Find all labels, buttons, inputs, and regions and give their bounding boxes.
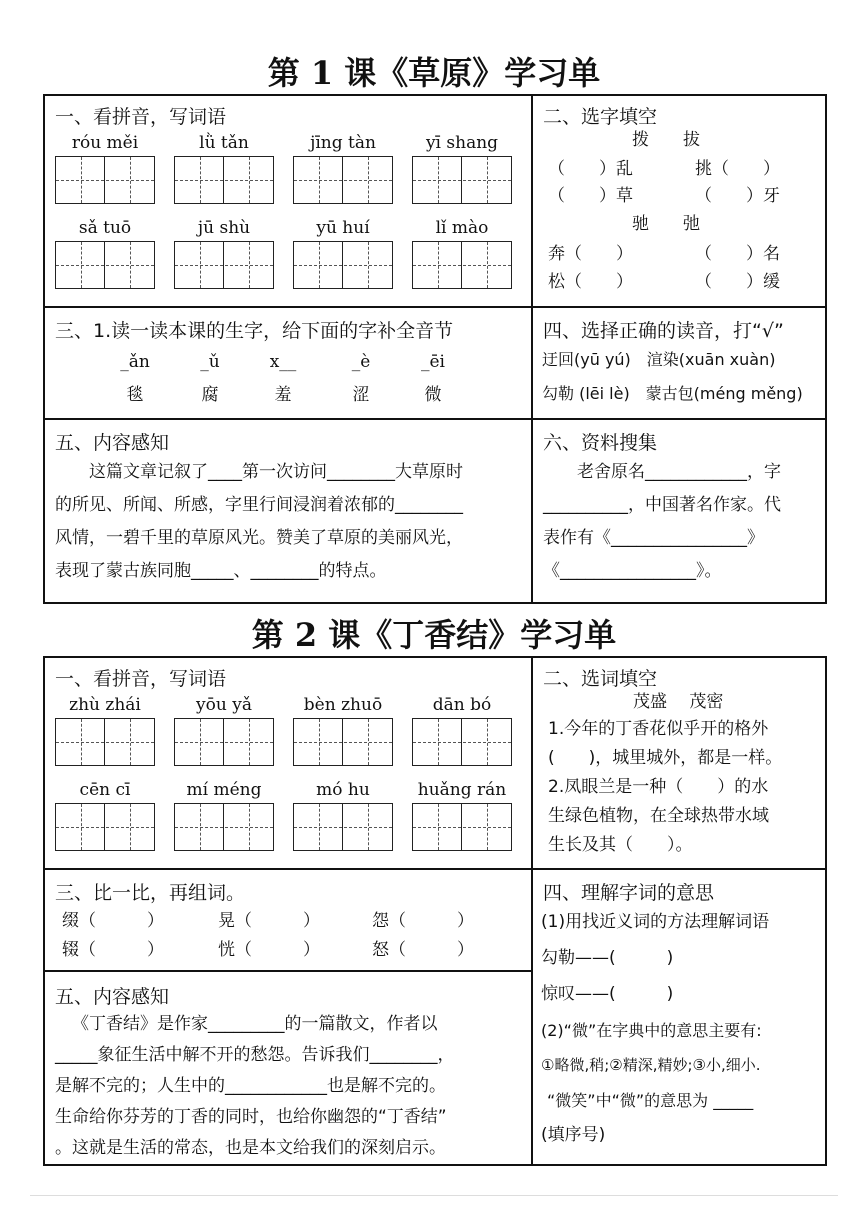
meaning-options: ①略微,稍;②精深,精妙;③小,细小. <box>541 1056 761 1074</box>
writing-grid[interactable] <box>293 241 393 289</box>
pinyin-label: mí méng <box>186 780 262 800</box>
lesson2-s2-heading: 二、选词填空 <box>543 668 658 690</box>
lesson1-row-divider-1 <box>43 306 827 308</box>
lesson1-s6-heading: 六、资料搜集 <box>543 432 658 454</box>
pinyin-label: bèn zhuō <box>303 695 383 715</box>
text-line: 表作有《________________》 <box>543 528 764 548</box>
lesson1-s2-heading: 二、选字填空 <box>543 106 658 128</box>
pinyin-label: róu měi <box>71 133 139 153</box>
fill-blank[interactable]: （ ）牙 <box>695 186 780 206</box>
lesson2-row-divider-2 <box>43 970 531 972</box>
answer-blank[interactable]: 惊叹——( ) <box>541 984 674 1004</box>
pinyin-label: lǐ mào <box>435 218 489 238</box>
lesson1-title: 第 1 课《草原》学习单 <box>267 54 601 92</box>
syllable-blank[interactable]: x__ <box>269 352 297 372</box>
syllable-blank[interactable]: _ǔ <box>200 352 220 372</box>
pinyin-label: zhù zhái <box>69 695 141 715</box>
lesson2-s2-paragraph <box>548 715 823 860</box>
writing-grid[interactable] <box>55 803 155 851</box>
text-line: 生绿色植物，在全球热带水域 <box>548 806 769 826</box>
text-line: __________，中国著名作家。代 <box>543 495 781 515</box>
writing-grid[interactable] <box>293 156 393 204</box>
word-blank[interactable]: 辍（ ） <box>62 940 164 960</box>
lesson2-s1-heading: 一、看拼音，写词语 <box>55 668 227 690</box>
lesson1-column-divider <box>531 94 533 604</box>
page-bottom-rule <box>30 1195 838 1196</box>
pinyin-label: yōu yǎ <box>196 695 252 715</box>
fill-blank[interactable]: （ ）乱 <box>548 159 633 179</box>
pinyin-label: yī shang <box>425 133 499 153</box>
lesson2-s4-heading: 四、理解字词的意思 <box>543 882 715 904</box>
syllable-blank[interactable]: _ǎn <box>120 352 150 372</box>
writing-grid[interactable] <box>174 803 274 851</box>
pinyin-label: yū huí <box>316 218 370 238</box>
text-line: ( )，城里城外，都是一样。 <box>548 748 783 768</box>
word-blank[interactable]: 恍（ ） <box>218 940 320 960</box>
text-line: 生长及其（ ）。 <box>548 835 693 855</box>
word-blank[interactable]: 缀（ ） <box>62 911 164 931</box>
word-blank[interactable]: 晃（ ） <box>218 911 320 931</box>
syllable-blank[interactable]: _ēi <box>421 352 445 372</box>
char-pair: 驰 弛 <box>632 214 700 234</box>
fill-blank[interactable]: 挑（ ） <box>695 159 780 179</box>
character: 羞 <box>274 385 292 405</box>
writing-grid[interactable] <box>174 241 274 289</box>
writing-grid[interactable] <box>412 803 512 851</box>
fill-blank[interactable]: （ ）草 <box>548 186 633 206</box>
text-line: 表现了蒙古族同胞_____、________的特点。 <box>55 561 387 581</box>
text-line: 这篇文章记叙了____第一次访问________大草原时 <box>89 462 463 482</box>
pinyin-label: cēn cī <box>79 780 131 800</box>
text-line: 风情，一碧千里的草原风光。赞美了草原的美丽风光， <box>55 528 463 548</box>
word-choices: 茂盛 茂密 <box>633 692 724 712</box>
lesson2-s5-paragraph <box>55 1009 527 1164</box>
text-line: 的所见、所闻、所感，字里行间浸润着浓郁的________ <box>55 495 463 515</box>
pinyin-label: sǎ tuō <box>78 218 132 238</box>
fill-blank[interactable]: 松（ ） <box>548 272 633 292</box>
text-line: _____象征生活中解不开的愁怨。告诉我们________， <box>55 1045 455 1065</box>
text-line: 1.今年的丁香花似乎开的格外 <box>548 719 769 739</box>
pinyin-label: jīng tàn <box>310 133 376 153</box>
text-line: 。这就是生活的常态，也是本文给我们的深刻启示。 <box>55 1138 446 1158</box>
pinyin-label: jū shù <box>197 218 251 238</box>
lesson2-s3-heading: 三、比一比，再组词。 <box>55 882 246 904</box>
fill-blank[interactable]: （ ）名 <box>695 244 780 264</box>
lesson1-s5-paragraph <box>55 456 525 588</box>
character: 涩 <box>352 385 370 405</box>
syllable-blank[interactable]: _è <box>351 352 371 372</box>
answer-blank[interactable]: 勾勒——( ) <box>541 948 674 968</box>
reading-choice[interactable]: 勾勒 (lēi lè) 蒙古包(méng měng) <box>542 384 803 403</box>
writing-grid[interactable] <box>293 803 393 851</box>
question-text: (2)“微”在字典中的意思主要有: <box>541 1021 762 1040</box>
text-line: 《丁香结》是作家_________的一篇散文，作者以 <box>72 1014 438 1034</box>
character: 微 <box>424 385 442 405</box>
lesson2-row-divider-1 <box>43 868 827 870</box>
lesson2-s5-heading: 五、内容感知 <box>55 986 170 1008</box>
lesson2-title: 第 2 课《丁香结》学习单 <box>251 616 617 654</box>
word-blank[interactable]: 怨（ ） <box>372 911 474 931</box>
question-text: (1)用找近义词的方法理解词语 <box>541 912 770 932</box>
writing-grid[interactable] <box>174 718 274 766</box>
lesson1-s3-heading: 三、1.读一读本课的生字，给下面的字补全音节 <box>55 320 454 342</box>
pinyin-label: lǜ tǎn <box>199 133 249 153</box>
question-text: (填序号) <box>541 1125 606 1145</box>
writing-grid[interactable] <box>55 156 155 204</box>
text-line: 老舍原名____________，字 <box>577 462 781 482</box>
lesson1-s4-heading: 四、选择正确的读音，打“√” <box>543 320 784 342</box>
fill-blank[interactable]: （ ）缓 <box>695 272 780 292</box>
writing-grid[interactable] <box>293 718 393 766</box>
text-line: 《________________》。 <box>543 561 722 581</box>
writing-grid[interactable] <box>55 718 155 766</box>
lesson1-row-divider-2 <box>43 418 827 420</box>
text-line: 是解不完的；人生中的____________也是解不完的。 <box>55 1076 446 1096</box>
lesson1-s6-paragraph <box>543 456 823 588</box>
writing-grid[interactable] <box>55 241 155 289</box>
writing-grid[interactable] <box>174 156 274 204</box>
writing-grid[interactable] <box>412 718 512 766</box>
fill-blank[interactable]: 奔（ ） <box>548 244 633 264</box>
writing-grid[interactable] <box>412 241 512 289</box>
answer-blank[interactable]: “微笑”中“微”的意思为 _____ <box>547 1091 754 1110</box>
pinyin-label: mó hu <box>316 780 370 800</box>
pinyin-label: dān bó <box>432 695 492 715</box>
word-blank[interactable]: 怒（ ） <box>372 940 474 960</box>
text-line: 2.凤眼兰是一种（ ）的水 <box>548 777 769 797</box>
lesson2-column-divider <box>531 656 533 1166</box>
text-line: 生命给你芬芳的丁香的同时，也给你幽怨的“丁香结” <box>55 1107 447 1127</box>
writing-grid[interactable] <box>412 156 512 204</box>
character: 腐 <box>201 385 219 405</box>
lesson1-s1-heading: 一、看拼音，写词语 <box>55 106 227 128</box>
character: 毯 <box>126 385 144 405</box>
char-pair: 拨 拔 <box>632 130 700 150</box>
pinyin-label: huǎng rán <box>417 780 507 800</box>
lesson1-s5-heading: 五、内容感知 <box>55 432 170 454</box>
reading-choice[interactable]: 迂回(yū yú) 渲染(xuān xuàn) <box>542 350 776 369</box>
